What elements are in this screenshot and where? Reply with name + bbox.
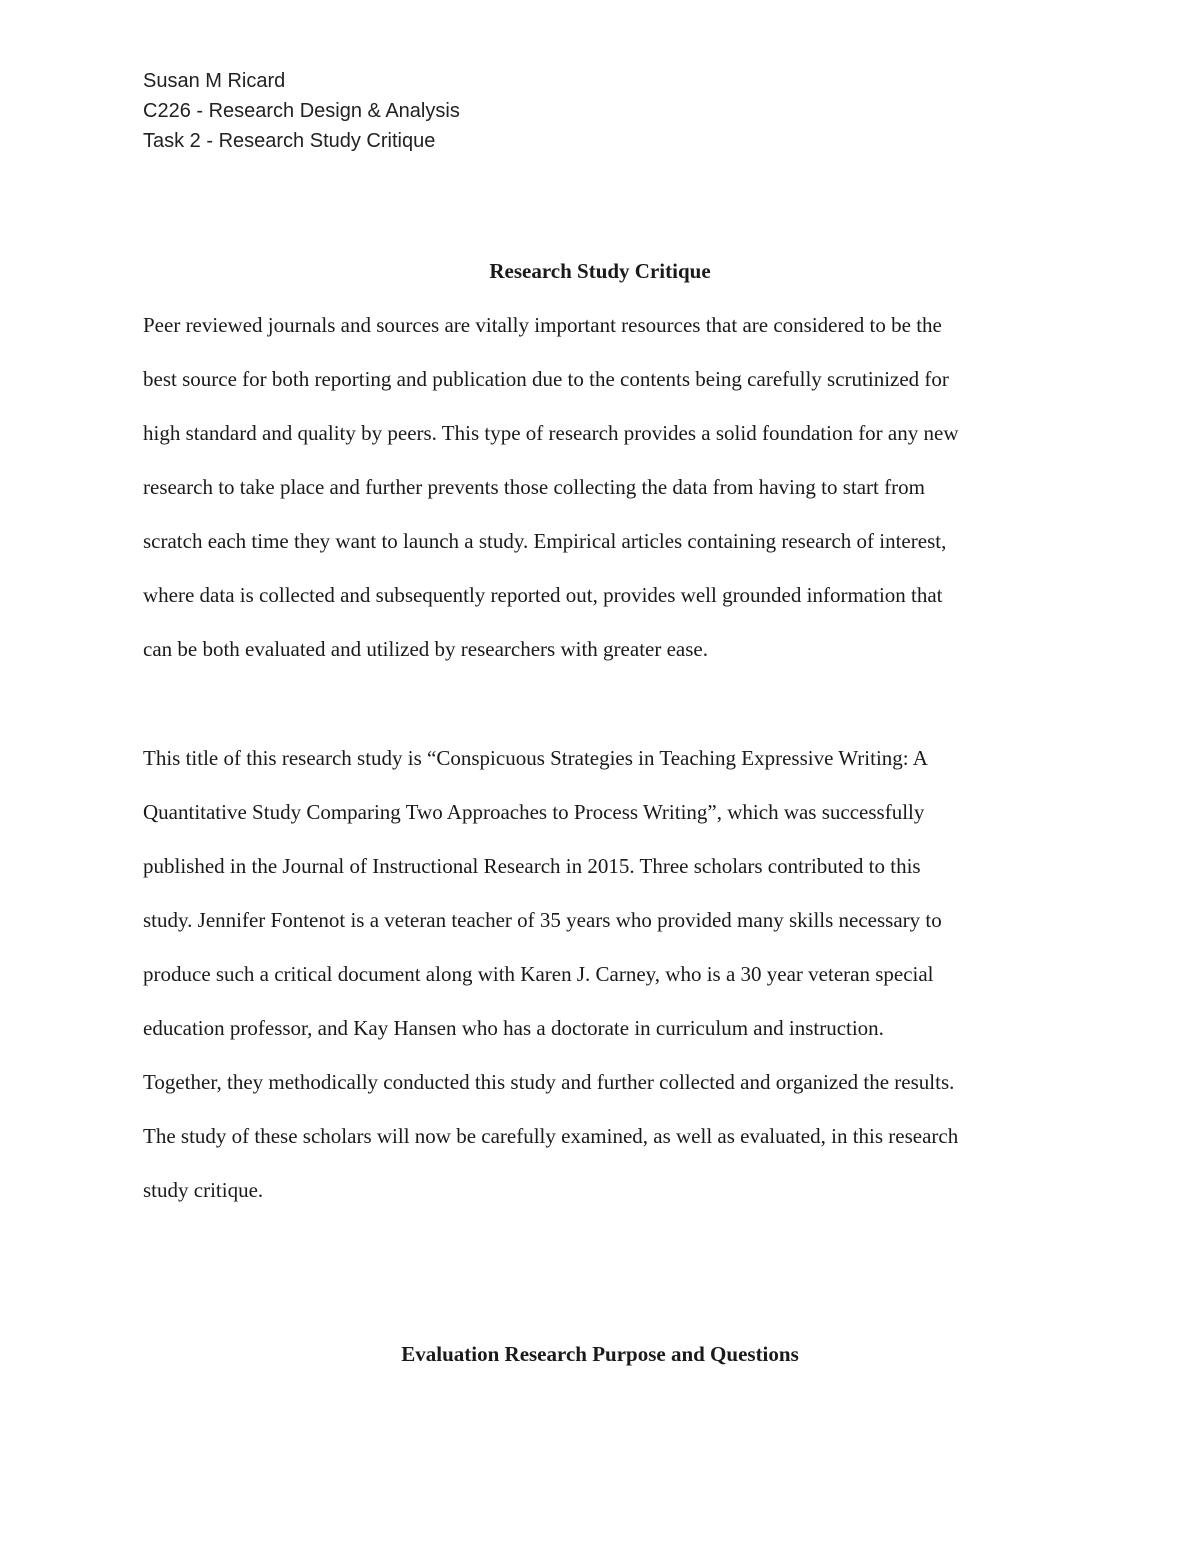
study-overview-paragraph xyxy=(143,743,1083,1229)
paragraph-line: can be both evaluated and utilized by researchers with greater ease. xyxy=(143,637,708,661)
paragraph-line: This title of this research study is “Conspicuous Strategies in Teaching Expressive Writing: A xyxy=(143,746,928,770)
task-title: Task 2 - Research Study Critique xyxy=(143,130,436,152)
section-heading: Evaluation Research Purpose and Questions xyxy=(401,1342,799,1366)
paragraph-line: Peer reviewed journals and sources are vitally important resources that are considered to be the xyxy=(143,313,942,337)
paragraph-line: Together, they methodically conducted this study and further collected and organized the results. xyxy=(143,1070,955,1094)
paragraph-line: high standard and quality by peers. This type of research provides a solid foundation for any new xyxy=(143,421,959,445)
paragraph-line: study. Jennifer Fontenot is a veteran teacher of 35 years who provided many skills necessary to xyxy=(143,908,942,932)
intro-paragraph xyxy=(143,310,1083,688)
paragraph-line: scratch each time they want to launch a study. Empirical articles containing research of interest, xyxy=(143,529,947,553)
paragraph-line: The study of these scholars will now be carefully examined, as well as evaluated, in this research xyxy=(143,1124,959,1148)
paragraph-line: where data is collected and subsequently reported out, provides well grounded information that xyxy=(143,583,943,607)
course-title: C226 - Research Design & Analysis xyxy=(143,100,460,122)
paragraph-line: study critique. xyxy=(143,1178,264,1202)
author-name: Susan M Ricard xyxy=(143,70,286,92)
paragraph-line: best source for both reporting and publication due to the contents being carefully scrutinized for xyxy=(143,367,949,391)
paragraph-line: research to take place and further prevents those collecting the data from having to start from xyxy=(143,475,925,499)
paragraph-line: produce such a critical document along with Karen J. Carney, who is a 30 year veteran special xyxy=(143,962,934,986)
paragraph-line: education professor, and Kay Hansen who has a doctorate in curriculum and instruction. xyxy=(143,1016,884,1040)
paragraph-line: published in the Journal of Instructional Research in 2015. Three scholars contributed to this xyxy=(143,854,921,878)
page-title: Research Study Critique xyxy=(489,259,711,283)
paragraph-line: Quantitative Study Comparing Two Approaches to Process Writing”, which was successfully xyxy=(143,800,925,824)
document-header xyxy=(143,66,460,156)
